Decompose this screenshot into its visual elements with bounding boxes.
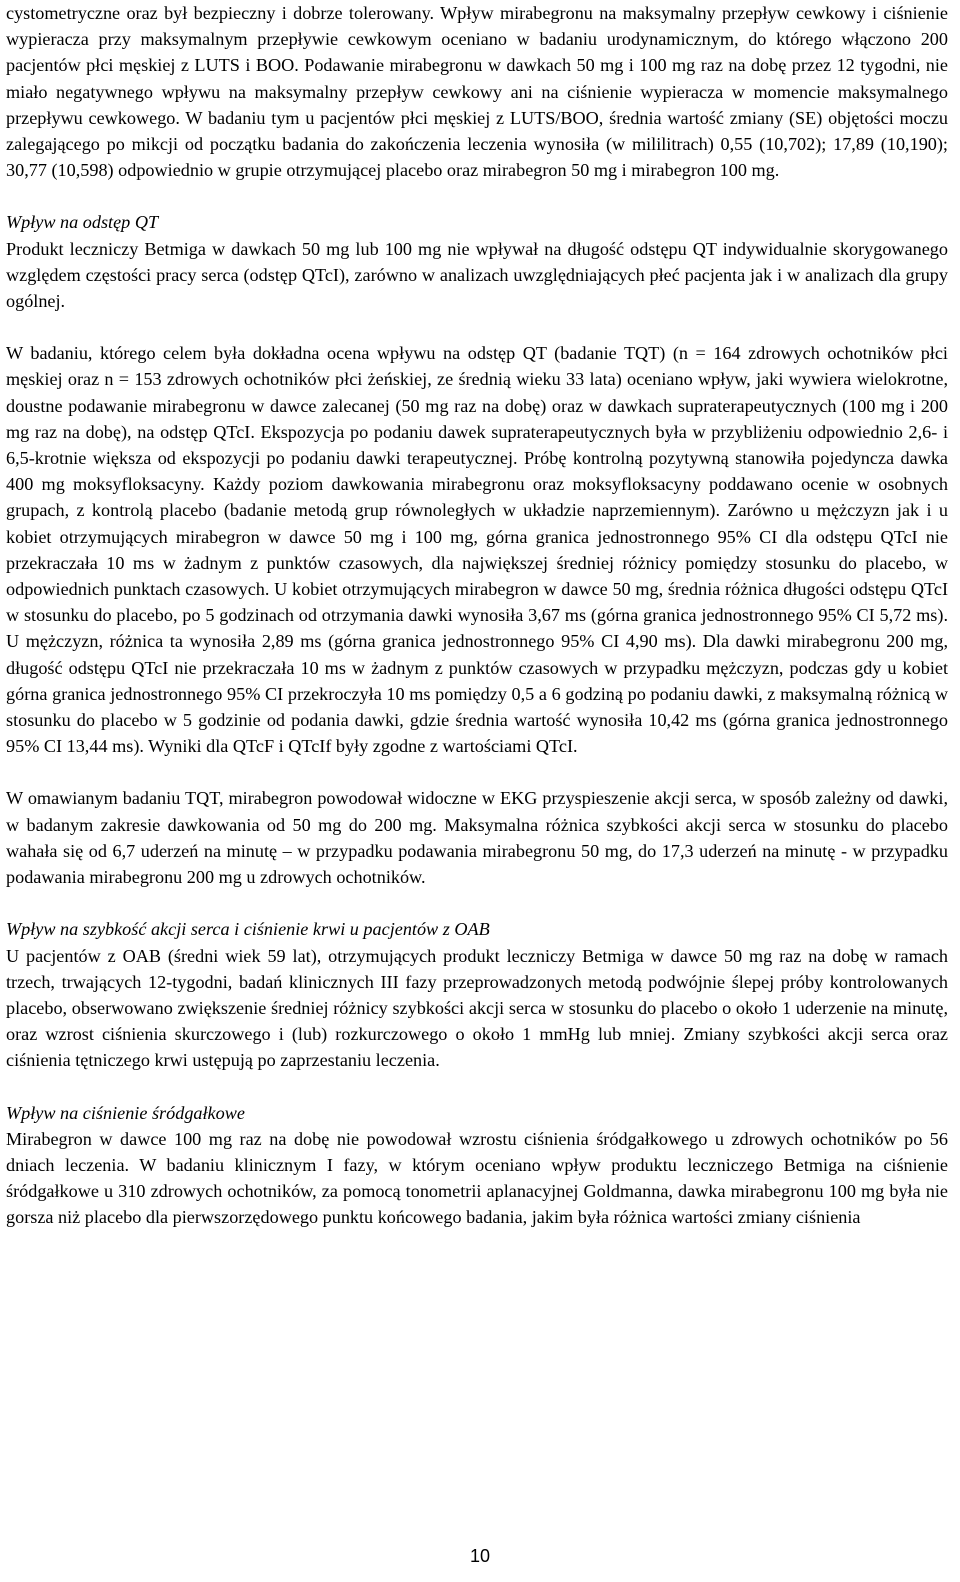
section-intraocular-block [6,1100,948,1231]
document-page [6,0,948,1257]
section-qt-block [6,209,948,314]
section-heading-heart-rate: Wpływ na szybkość akcji serca i ciśnienie krwi u pacjentów z OAB [6,919,490,940]
intro-paragraph: cystometryczne oraz był bezpieczny i dobrze tolerowany. Wpływ mirabegronu na maksymalny przepływ cewkowy i ciśnienie wypieracza przy maksymalnym przepływie cewkowym oceniano w badaniu urodynamicznym, do którego włączono 200 pacjentów płci męskiej z LUTS i BOO. Podawanie mirabegronu w dawkach 50 mg i 100 mg raz na dobę przez 12 tygodni, nie miało negatywnego wpływu na maksymalny przepływ cewkowy ani na ciśnienie wypieracza w momencie maksymalnego przepływu cewkowego. W badaniu tym u pacjentów płci męskiej z LUTS/BOO, średnia wartość zmiany (SE) objętości moczu zalegającego po mikcji od początku badania do zakończenia leczenia wynosiła (w mililitrach) 0,55 (10,702); 17,89 (10,190); 30,77 (10,598) odpowiednio w grupie otrzymującej placebo oraz mirabegron 50 mg i mirabegron 100 mg. [6,3,948,181]
section-intraocular [6,1100,948,1231]
section-qt [6,209,948,890]
section-heading-qt: Wpływ na odstęp QT [6,212,159,233]
qt-paragraph-3: W omawianym badaniu TQT, mirabegron powodował widoczne w EKG przyspieszenie akcji serca, w sposób zależny od dawki, w badanym zakresie dawkowania od 50 mg do 200 mg. Maksymalna różnica szybkości akcji serca w stosunku do placebo wahała się od 6,7 uderzeń na minutę – w przypadku podawania mirabegronu 50 mg, do 17,3 uderzeń na minutę - w przypadku podawania mirabegronu 200 mg u zdrowych ochotników. [6,788,948,888]
qt-paragraph-1: Produkt leczniczy Betmiga w dawkach 50 mg lub 100 mg nie wpływał na długość odstępu QT indywidualnie skorygowanego względem częstości pracy serca (odstęp QTcI), zarówno w analizach uwzględniających płeć pacjenta jak i w analizach dla grupy ogólnej. [6,238,948,312]
section-heading-intraocular: Wpływ na ciśnienie śródgałkowe [6,1102,245,1123]
section-heart-rate-block [6,916,948,1073]
intraocular-paragraph-1: Mirabegron w dawce 100 mg raz na dobę nie powodował wzrostu ciśnienia śródgałkowego u zdrowych ochotników po 56 dniach leczenia. W badaniu klinicznym I fazy, w którym oceniano wpływ produktu leczniczego Betmiga na ciśnienie śródgałkowe u 310 zdrowych ochotników, za pomocą tonometrii aplanacyjnej Goldmanna, dawka mirabegronu 100 mg była nie gorsza niż placebo dla pierwszorzędowego punktu końcowego badania, jakim była różnica wartości zmiany ciśnienia [6,1128,948,1228]
qt-paragraph-2: W badaniu, którego celem była dokładna ocena wpływu na odstęp QT (badanie TQT) (n = 164 zdrowych ochotników płci męskiej oraz n = 153 zdrowych ochotników płci żeńskiej, ze średnią wieku 33 lata) oceniano wpływ, jaki wywiera wielokrotne, doustne podawanie mirabegronu w dawce zalecanej (50 mg raz na dobę) oraz w dawkach supraterapeutycznych (100 mg i 200 mg raz na dobę), na odstęp QTcI. Ekspozycja po podaniu dawek supraterapeutycznych była w przybliżeniu odpowiednio 2,6- i 6,5-krotnie większa od ekspozycji po podaniu dawki terapeutycznej. Próbę kontrolną pozytywną stanowiła pojedyncza dawka 400 mg moksyfloksacyny. Każdy poziom dawkowania mirabegronu oraz moksyfloksacyny poddawano ocenie w osobnych grupach, z kontrolą placebo (badanie metodą grup równoległych w układzie naprzemiennym). Zarówno u mężczyzn jak i u kobiet otrzymujących mirabegron w dawce 50 mg i 100 mg, górna granica jednostronnego 95% CI dla odstępu QTcI nie przekraczała 10 ms w żadnym z punktów czasowych, dla największej średniej różnicy pomiędzy stosunku do placebo, w odpowiednich punktach czasowych. U kobiet otrzymujących mirabegron w dawce 50 mg, średnia różnica długości odstępu QTcI w stosunku do placebo, po 5 godzinach od otrzymania dawki wynosiła 3,67 ms (górna granica jednostronnego 95% CI 5,72 ms). U mężczyzn, różnica ta wynosiła 2,89 ms (górna granica jednostronnego 95% CI 4,90 ms). Dla dawki mirabegronu 200 mg, długość odstępu QTcI nie przekraczała 10 ms w żadnym z punktów czasowych w przypadku mężczyzn, podczas gdy u kobiet górna granica jednostronnego 95% CI przekroczyła 10 ms pomiędzy 0,5 a 6 godziną po podaniu dawki, z maksymalną różnicą w stosunku do placebo w 5 godzinie od podania dawki, gdzie średnia wartość wynosiła 10,42 ms (górna granica jednostronnego 95% CI 13,44 ms). Wyniki dla QTcF i QTcIf były zgodne z wartościami QTcI. [6,343,948,757]
heart-rate-paragraph-1: U pacjentów z OAB (średni wiek 59 lat), otrzymujących produkt leczniczy Betmiga w dawce 50 mg raz na dobę w ramach trzech, trwających 12-tygodni, badań klinicznych III fazy przeprowadzonych metodą podwójnie ślepej próby kontrolowanych placebo, obserwowano zwiększenie średniej różnicy szybkości akcji serca w stosunku do placebo o około 1 uderzenie na minutę, oraz wzrost ciśnienia skurczowego i (lub) rozkurczowego o około 1 mmHg lub mniej. Zmiany szybkości akcji serca oraz ciśnienia tętniczego krwi ustępują po zaprzestaniu leczenia. [6,945,948,1071]
section-heart-rate [6,916,948,1073]
page-number: 10 [469,1546,491,1566]
